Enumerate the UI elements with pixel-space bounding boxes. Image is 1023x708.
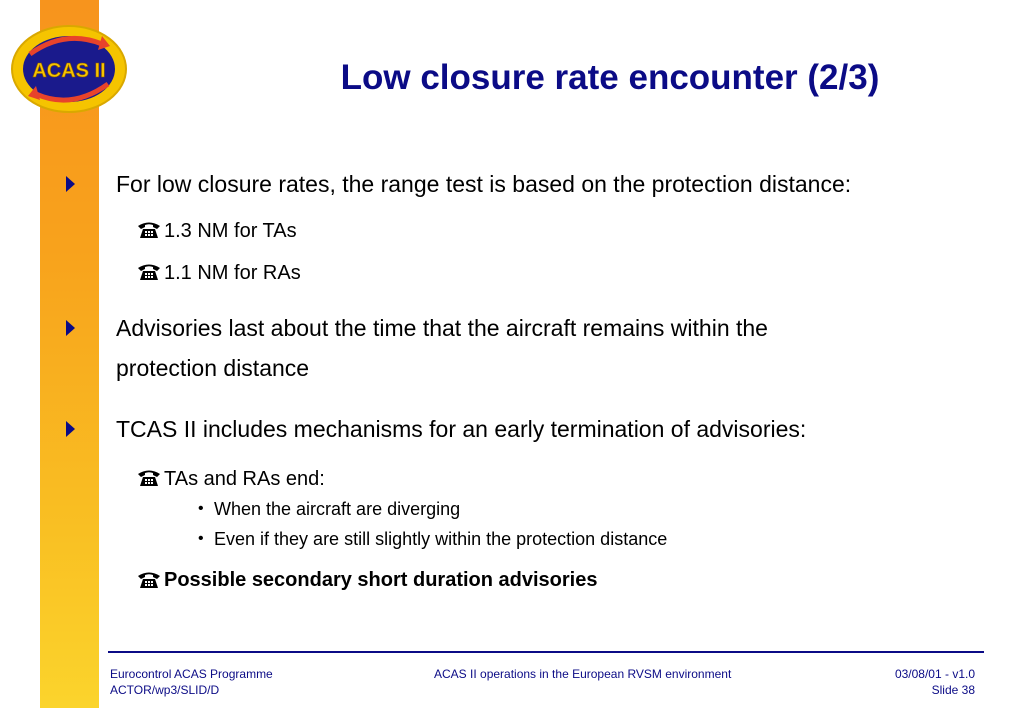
- footer-date-version: 03/08/01 - v1.0: [894, 667, 975, 681]
- item-within-protection: Even if they are still slightly within the protection distance: [214, 529, 668, 549]
- sub-bullet-ra-distance: 1.1 NM for RAs: [164, 262, 301, 284]
- telephone-icon: [137, 468, 161, 488]
- triangle-right-icon: [66, 421, 75, 437]
- bullet-advisory-duration-line2: protection distance: [116, 355, 310, 381]
- logo-text: ACAS II: [32, 60, 106, 82]
- dot-icon: •: [198, 500, 204, 517]
- footer-programme: Eurocontrol ACAS Programme: [110, 667, 273, 681]
- telephone-icon: [137, 220, 161, 240]
- bullet-early-termination: TCAS II includes mechanisms for an early termination of advisories:: [116, 416, 807, 442]
- telephone-icon: [137, 570, 161, 590]
- item-diverging: When the aircraft are diverging: [214, 499, 461, 519]
- telephone-icon: [137, 262, 161, 282]
- bullet-advisory-duration-line1: Advisories last about the time that the aircraft remains within the: [116, 315, 768, 341]
- dot-icon: •: [198, 530, 204, 547]
- footer-document-ref: ACTOR/wp3/SLID/D: [110, 683, 220, 697]
- triangle-right-icon: [66, 320, 75, 336]
- sub-bullet-secondary-advisories: Possible secondary short duration advisories: [164, 569, 598, 591]
- acas-logo: [10, 24, 128, 114]
- slide-title: Low closure rate encounter (2/3): [340, 58, 880, 97]
- footer-slide-number: Slide 38: [931, 683, 975, 697]
- bullet-range-test: For low closure rates, the range test is based on the protection distance:: [116, 171, 852, 197]
- triangle-right-icon: [66, 176, 75, 192]
- footer-divider: [108, 651, 984, 653]
- footer-presentation-title: ACAS II operations in the European RVSM environment: [434, 667, 732, 681]
- sub-bullet-tas-ras-end: TAs and RAs end:: [164, 468, 325, 490]
- sub-bullet-ta-distance: 1.3 NM for TAs: [164, 220, 297, 242]
